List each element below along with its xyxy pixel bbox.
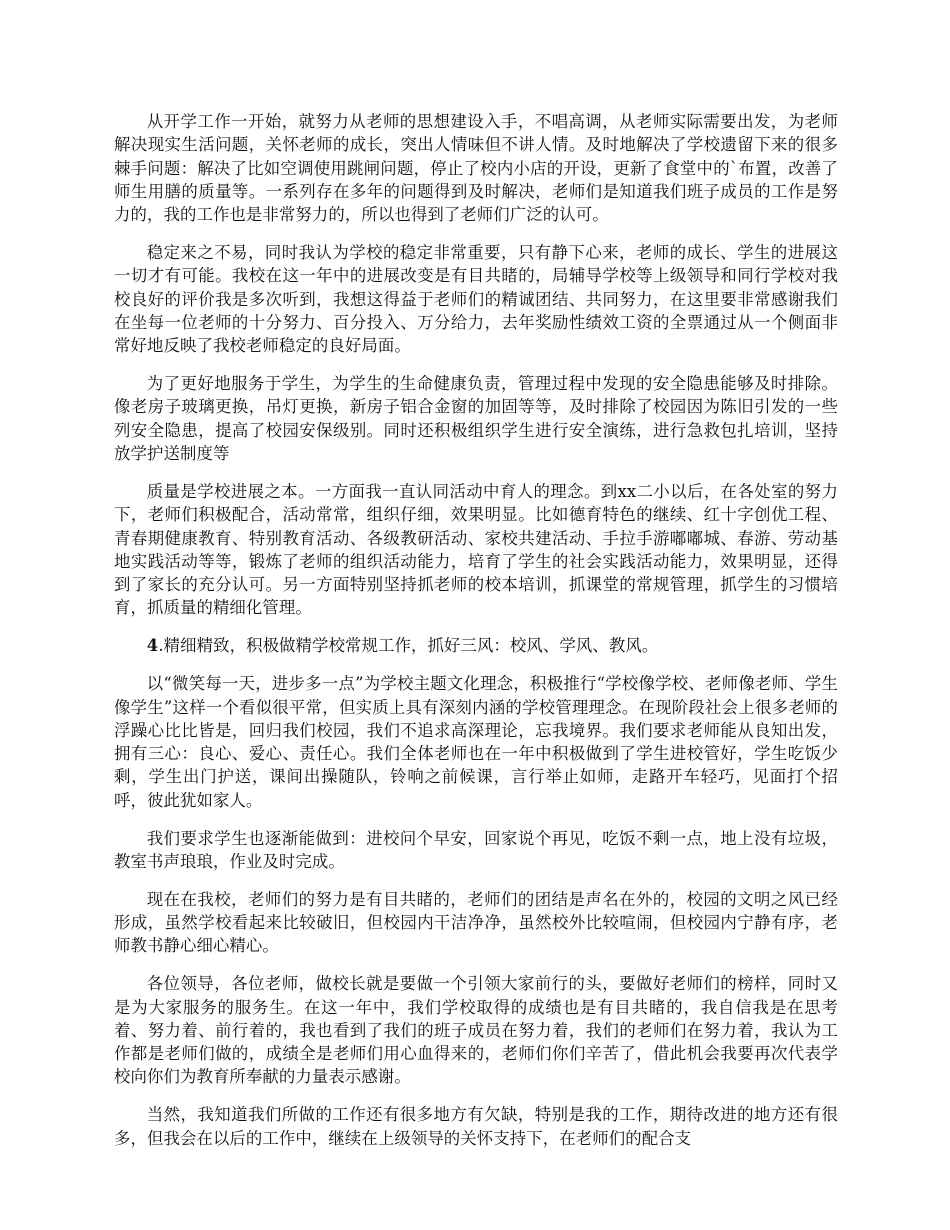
paragraph-3: 为了更好地服务于学生，为学生的生命健康负责，管理过程中发现的安全隐患能够及时排除。像老房子玻璃更换，吊灯更换，新房子铝合金窗的加固等等，及时排除了校园因为陈旧引发的一些列安全隐患，提高了校园安保级别。同时还积极组织学生进行安全演练，进行急救包扎培训，坚持放学护送制度等: [114, 374, 838, 464]
paragraph-8: 各位领导，各位老师，做校长就是要做一个引领大家前行的头，要做好老师们的榜样，同时又是为大家服务的服务生。在这一年中，我们学校取得的成绩也是有目共睹的，我自信我是在思考着、努力着、前行着的，我也看到了我们的班子成员在努力着，我们的老师们在努力着，我认为工作都是老师们做的，成绩全是老师们用心血得来的，老师们你们辛苦了，借此机会我要再次代表学校向你们为教育所奉献的力量表示感谢。: [114, 974, 838, 1087]
section-heading: [114, 634, 838, 657]
section-number: 4: [146, 636, 159, 656]
paragraph-4: 质量是学校进展之本。一方面我一直认同活动中育人的理念。到xx二小以后，在各处室的努力下，老师们积极配合，活动常常，组织仔细，效果明显。比如德育特色的继续、红十字创优工程、青春期健康教育、特别教育活动、各级教研活动、家校共建活动、手拉手游嘟嘟城、春游、劳动基地实践活动等等，锻炼了老师的组织活动能力，培育了学生的社会实践活动能力，效果明显，还得到了家长的充分认可。另一方面特别坚持抓老师的校本培训，抓课堂的常规管理，抓学生的习惯培育，抓质量的精细化管理。: [114, 481, 838, 618]
paragraph-7: 现在在我校，老师们的努力是有目共睹的，老师们的团结是声名在外的，校园的文明之风已经形成，虽然学校看起来比较破旧，但校园内干洁净净，虽然校外比较喧闹，但校园内宁静有序，老师教书静心细心精心。: [114, 889, 838, 956]
paragraph-1: 从开学工作一开始，就努力从老师的思想建设入手，不唱高调，从老师实际需要出发，为老师解决现实生活问题，关怀老师的成长，突出人情味但不讲人情。及时地解决了学校遗留下来的很多棘手问题：解决了比如空调使用跳闸问题，停止了校内小店的开设，更新了食堂中的`布置，改善了师生用膳的质量等。一系列存在多年的问题得到及时解决，老师们是知道我们班子成员的工作是努力的，我的工作也是非常努力的，所以也得到了老师们广泛的认可。: [114, 112, 838, 225]
paragraph-6: 我们要求学生也逐渐能做到：进校问个早安，回家说个再见，吃饭不剩一点，地上没有垃圾，教室书声琅琅，作业及时完成。: [114, 828, 838, 871]
section-heading-text: .精细精致，积极做精学校常规工作，抓好三风：校风、学风、教风。: [158, 636, 659, 656]
paragraph-5: 以“微笑每一天，进步多一点”为学校主题文化理念，积极推行“学校像学校、老师像老师、学生像学生”这样一个看似很平常，但实质上具有深刻内涵的学校管理理念。在现阶段社会上很多老师的浮躁心比比皆是，回归我们校园，我们不追求高深理论，忘我境界。我们要求老师能从良知出发，拥有三心：良心、爱心、责任心。我们全体老师也在一年中积极做到了学生进校管好，学生吃饭少剩，学生出门护送，课间出操随队，铃响之前候课，言行举止如师，走路开车轻巧，见面打个招呼，彼此犹如家人。: [114, 674, 838, 810]
document-body: [114, 110, 838, 1165]
paragraph-9: 当然，我知道我们所做的工作还有很多地方有欠缺，特别是我的工作，期待改进的地方还有很多，但我会在以后的工作中，继续在上级领导的关怀支持下，在老师们的配合支: [114, 1105, 838, 1148]
paragraph-2: 稳定来之不易，同时我认为学校的稳定非常重要，只有静下心来，老师的成长、学生的进展这一切才有可能。我校在这一年中的进展改变是有目共睹的，局辅导学校等上级领导和同行学校对我校良好的评价我是多次听到，我想这得益于老师们的精诚团结、共同努力，在这里要非常感谢我们在坐每一位老师的十分努力、百分投入、万分给力，去年奖励性绩效工资的全票通过从一个侧面非常好地反映了我校老师稳定的良好局面。: [114, 243, 838, 356]
